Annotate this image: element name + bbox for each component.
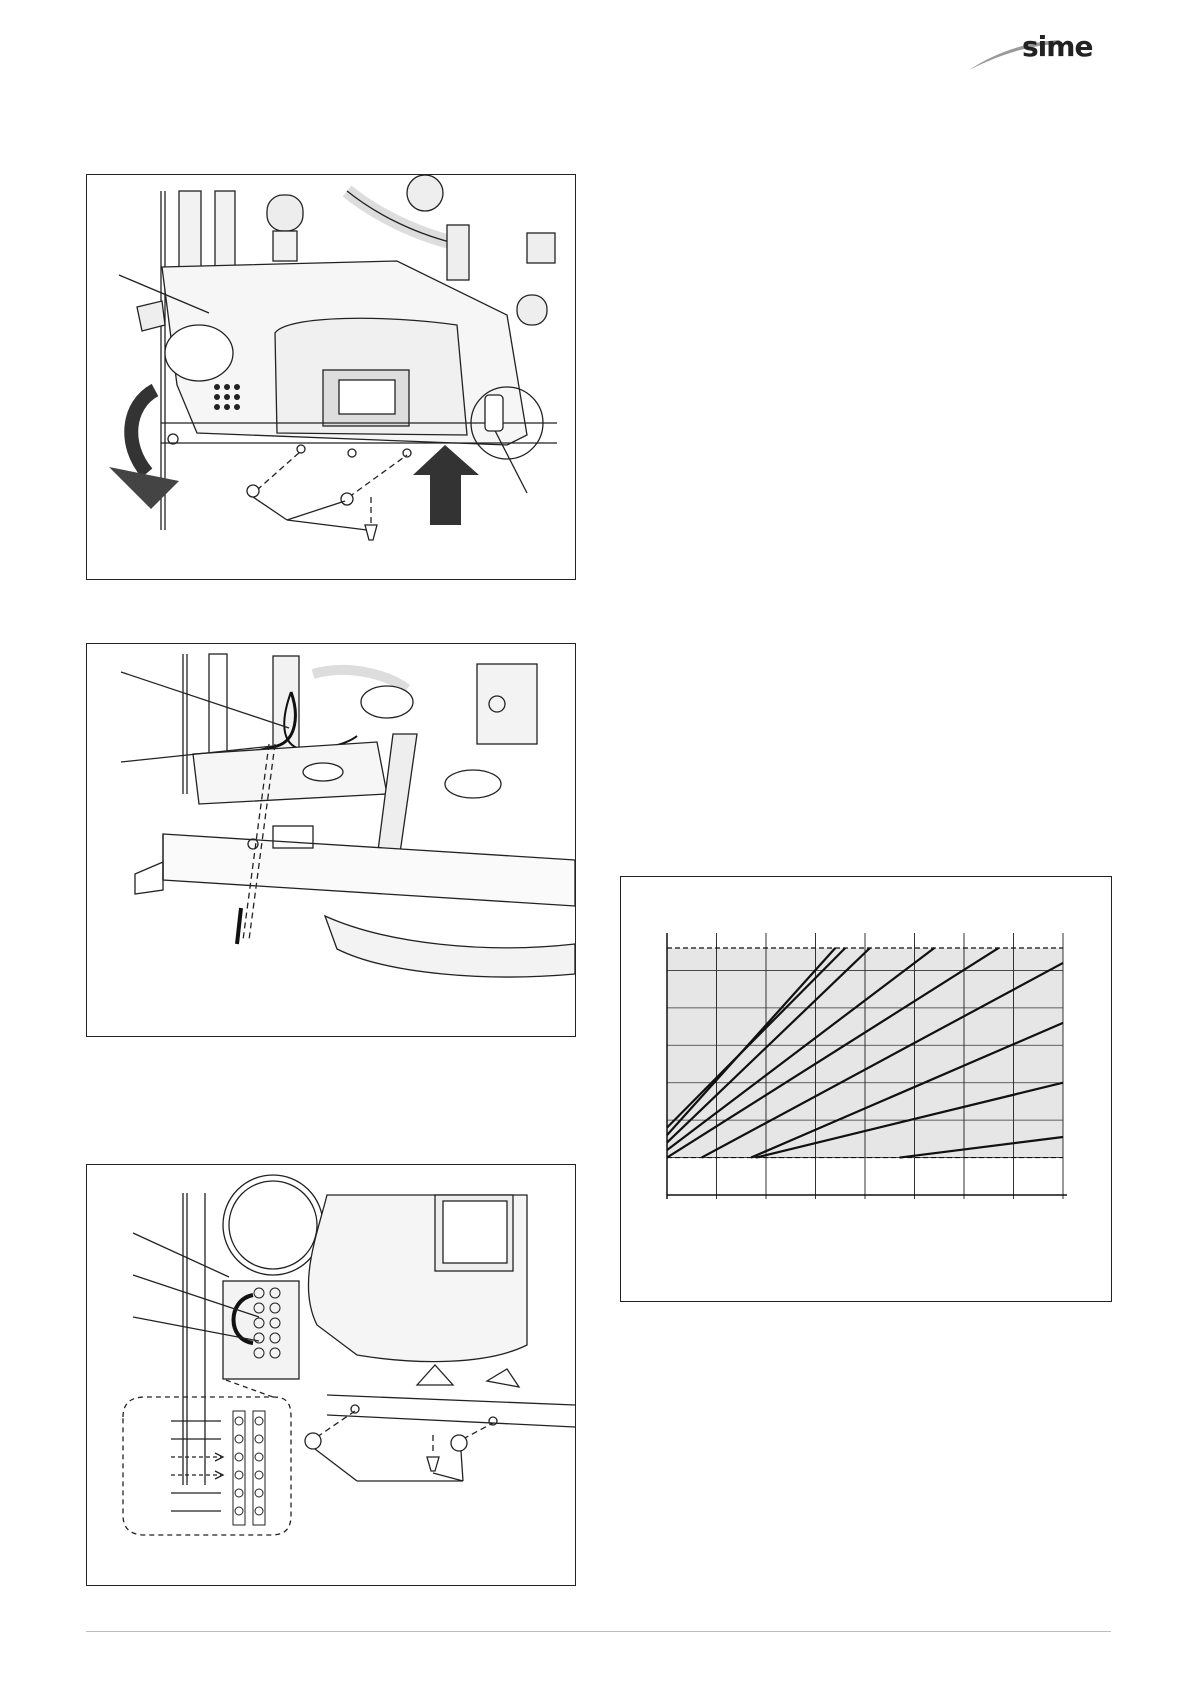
- cable-routing-illustration: [87, 644, 575, 1036]
- control-panel-tilt-illustration: [87, 175, 575, 579]
- figure-control-panel-tilt: [86, 174, 576, 580]
- footer-rule: [86, 1631, 1111, 1632]
- brand-logo-text: sime: [1022, 30, 1093, 63]
- line-chart: [621, 877, 1111, 1301]
- figure-cable-routing: [86, 643, 576, 1037]
- figure-terminal-board: [86, 1164, 576, 1586]
- chart-frame: [620, 876, 1112, 1302]
- terminal-board-illustration: [87, 1165, 575, 1585]
